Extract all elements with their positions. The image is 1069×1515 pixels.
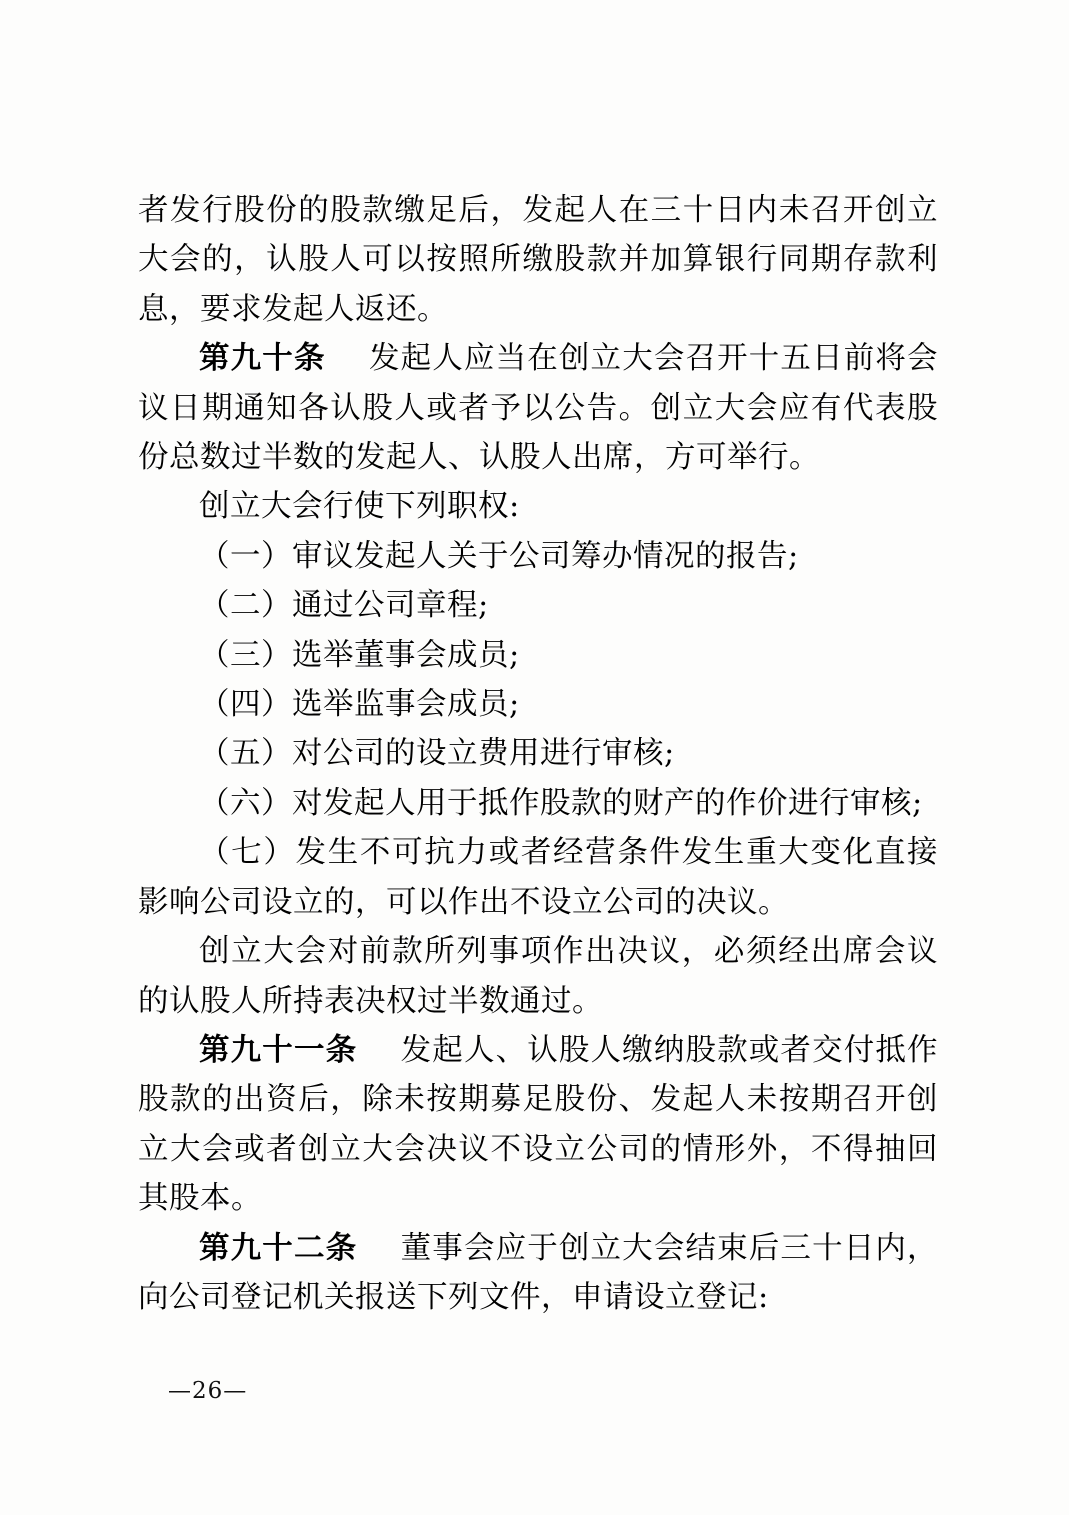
list-item-5: [138, 729, 938, 778]
list-item-2: [138, 581, 938, 630]
paragraph-continued: [138, 186, 938, 334]
paragraph-article-90: [138, 334, 938, 482]
paragraph-text: 创立大会对前款所列事项作出决议，必须经出席会议的认股人所持表决权过半数通过。: [138, 934, 938, 1019]
page-number: —26—: [168, 1378, 248, 1404]
paragraph-text: （二）通过公司章程;: [199, 588, 489, 624]
paragraph-text: 董事会应于创立大会结束后三十日内，向公司登记机关报送下列文件，申请设立登记:: [138, 1230, 939, 1315]
document-body: [138, 186, 938, 1322]
paragraph-text: （五）对公司的设立费用进行审核;: [199, 736, 675, 772]
paragraph-text: （七）发生不可抗力或者经营条件发生重大变化直接影响公司设立的，可以作出不设立公司的决议。: [138, 835, 938, 920]
paragraph-article-92: [138, 1224, 938, 1323]
paragraph-text: 者发行股份的股款缴足后，发起人在三十日内未召开创立大会的，认股人可以按照所缴股款并加算银行同期存款利息，要求发起人返还。: [138, 193, 938, 327]
paragraph-text: 发起人应当在创立大会召开十五日前将会议日期通知各认股人或者予以公告。创立大会应有代表股份总数过半数的发起人、认股人出席，方可举行。: [138, 341, 939, 476]
list-item-4: [138, 680, 938, 729]
list-item-1: [138, 532, 938, 581]
paragraph-text: （四）选举监事会成员;: [199, 687, 520, 723]
article-heading: 第九十条: [199, 340, 326, 377]
paragraph-resolution: [138, 927, 938, 1026]
paragraph-text: （六）对发起人用于抵作股款的财产的作价进行审核;: [199, 785, 923, 821]
list-item-6: [138, 779, 938, 828]
paragraph-text: （三）选举董事会成员;: [199, 637, 520, 673]
paragraph-text: 创立大会行使下列职权:: [199, 489, 520, 525]
article-heading: 第九十二条: [199, 1229, 358, 1266]
list-item-7: [138, 828, 938, 927]
paragraph-duties-intro: [138, 482, 938, 531]
paragraph-article-91: [138, 1026, 938, 1224]
paragraph-text: 发起人、认股人缴纳股款或者交付抵作股款的出资后，除未按期募足股份、发起人未按期召开创立大会或者创立大会决议不设立公司的情形外，不得抽回其股本。: [138, 1032, 939, 1217]
paragraph-text: （一）审议发起人关于公司筹办情况的报告;: [199, 538, 799, 574]
article-heading: 第九十一条: [199, 1031, 358, 1068]
list-item-3: [138, 631, 938, 680]
